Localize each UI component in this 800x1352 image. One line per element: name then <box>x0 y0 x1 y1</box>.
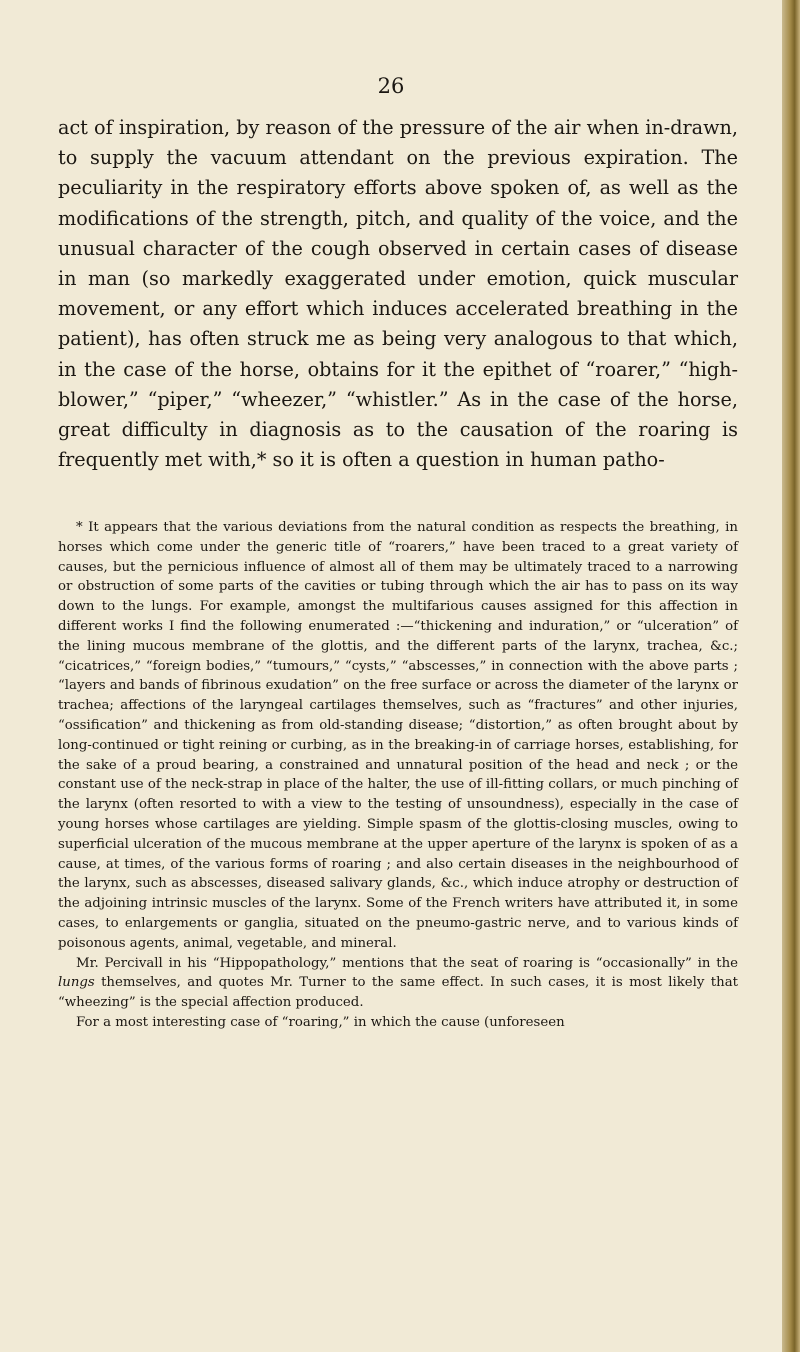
italic-word-lungs: lungs <box>58 975 95 991</box>
page-number: 26 <box>377 74 405 98</box>
footnote-paragraph-2-start: Mr. Percivall in his “Hippopathology,” mentions that the seat of roaring is “occasionally” in the <box>76 955 738 971</box>
footnote-paragraph-2 <box>58 954 738 1013</box>
footnote-paragraph-3: For a most interesting case of “roaring,” in which the cause (unforeseen <box>76 1014 565 1030</box>
page-edge <box>782 0 800 1352</box>
main-paragraph: act of inspiration, by reason of the pressure of the air when in-drawn, to supply the vacuum attendant on the previous expiration. The peculiarity in the respiratory efforts above spoken of, as well as the modifications of the strength, pitch, and quality of the voice, and the unusual character of the cough observed in certain cases of disease in man (so markedly exaggerated under emotion, quick muscular movement, or any effort which induces accelerated breathing in the patient), has often struck me as being very analogous to that which, in the case of the horse, obtains for it the epithet of “roarer,” “high-blower,” “piper,” “wheezer,” “whistler.” As in the case of the horse, great difficulty in diagnosis as to the causation of the roaring is frequently met with,* so it is often a question in human patho- <box>58 116 738 472</box>
footnote-paragraph-1: * It appears that the various deviations from the natural condition as respects the breathing, in horses which come under the generic title of “roarers,” have been traced to a great variety of causes, but the pernicious influence of almost all of them may be ultimately traced to a narrowing or obstruction of some parts of the cavities or tubing through which the air has to pass on its way down to the lungs. For example, amongst the multifarious causes assigned for this affection in different works I find the following enumerated :—“thickening and induration,” or “ulceration” of the lining mucous membrane of the glottis, and the different parts of the larynx, trachea, &c.; “cicatrices,” “foreign bodies,” “tumours,” “cysts,” “abscesses,” in connection with the above parts ; “layers and bands of fibrinous exudation” on the free surface or across the diameter of the larynx or trachea; affections of the laryngeal cartilages themselves, such as “fractures” and other injuries, “ossification” and thickening as from old-standing disease; “distortion,” as often brought about by long-continued or tight reining or curbing, as in the breaking-in of carriage horses, establishing, for the sake of a proud bearing, a constrained and unnatural position of the head and neck ; or the constant use of the neck-strap in place of the halter, the use of ill-fitting collars, or much pinching of the larynx (often resorted to with a view to the testing of unsoundness), especially in the case of young horses whose cartilages are yielding. Simple spasm of the glottis-closing muscles, owing to superficial ulceration of the mucous membrane at the upper aperture of the larynx is spoken of as a cause, at times, of the various forms of roaring ; and also certain diseases in the neighbourhood of the larynx, such as abscesses, diseased salivary glands, &c., which induce atrophy or destruction of the adjoining intrinsic muscles of the larynx. Some of the French writers have attributed it, in some cases, to enlargements or ganglia, situated on the pneumo-gastric nerve, and to various kinds of poisonous agents, animal, vegetable, and mineral. <box>58 520 738 951</box>
footnote <box>58 518 738 1033</box>
footnote-paragraph-2-end: themselves, and quotes Mr. Turner to the same effect. In such cases, it is most likely that “wheezing” is the special affection produced. <box>58 975 738 1011</box>
